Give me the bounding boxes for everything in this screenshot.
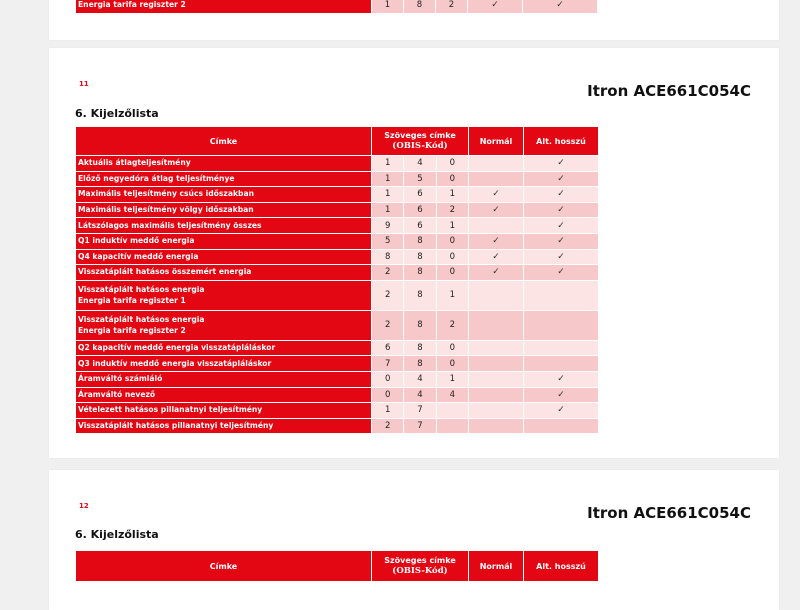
alt-check xyxy=(524,419,598,434)
obis-b: 8 xyxy=(404,356,435,371)
alt-check: ✓ xyxy=(524,250,598,265)
row-label-line1: Maximális teljesítmény csúcs időszakban xyxy=(78,189,254,199)
table-row xyxy=(76,265,598,280)
obis-b: 8 xyxy=(404,0,435,13)
obis-c xyxy=(437,419,468,434)
obis-a: 7 xyxy=(372,356,403,371)
row-label xyxy=(76,265,371,280)
row-label-line1: Visszatáplált hatásos energia xyxy=(78,315,205,325)
obis-b: 5 xyxy=(404,172,435,187)
table-row xyxy=(76,403,598,418)
header-obis-sub: (OBIS-Kód) xyxy=(392,566,448,576)
row-label-line1: Q1 induktív meddő energia xyxy=(78,236,195,246)
alt-check: ✓ xyxy=(524,156,598,171)
table-row xyxy=(76,0,597,13)
obis-b: 8 xyxy=(404,341,435,356)
table-header-row xyxy=(76,127,598,155)
row-label xyxy=(76,218,371,233)
previous-page-table xyxy=(75,0,598,14)
header-obis xyxy=(372,551,468,581)
normal-check xyxy=(469,311,523,340)
header-obis-title: Szöveges címke xyxy=(384,556,456,565)
table-row xyxy=(76,250,598,265)
table-row xyxy=(76,388,598,403)
row-label xyxy=(76,281,371,310)
obis-a: 1 xyxy=(372,156,403,171)
obis-c: 0 xyxy=(437,356,468,371)
row-label-line1: Q2 kapacitív meddő energia visszatápláláskor xyxy=(78,343,276,353)
alt-check: ✓ xyxy=(524,388,598,403)
obis-c: 4 xyxy=(437,388,468,403)
page-number: 12 xyxy=(79,502,89,510)
row-label-line1: Áramváltó számláló xyxy=(78,374,163,384)
alt-check: ✓ xyxy=(523,0,597,13)
table-row xyxy=(76,372,598,387)
row-label: Energia tarifa regiszter 2 xyxy=(76,0,371,13)
normal-check xyxy=(469,341,523,356)
table-row xyxy=(76,281,598,310)
alt-check: ✓ xyxy=(524,265,598,280)
normal-check: ✓ xyxy=(469,187,523,202)
obis-b: 6 xyxy=(404,187,435,202)
normal-check xyxy=(469,356,523,371)
table-row xyxy=(76,234,598,249)
obis-b: 7 xyxy=(404,403,435,418)
row-label-line1: Q3 induktív meddő energia visszatápláláskor xyxy=(78,358,272,368)
table-header-row xyxy=(76,551,598,581)
alt-check: ✓ xyxy=(524,234,598,249)
normal-check xyxy=(469,388,523,403)
row-label-line1: Maximális teljesítmény völgy időszakban xyxy=(78,205,254,215)
obis-c xyxy=(437,403,468,418)
table-row xyxy=(76,218,598,233)
header-obis-sub: (OBIS-Kód) xyxy=(392,141,448,151)
obis-c: 0 xyxy=(437,265,468,280)
obis-c: 1 xyxy=(437,372,468,387)
row-label-line2: Energia tarifa regiszter 2 xyxy=(78,326,186,336)
obis-a: 2 xyxy=(372,419,403,434)
obis-a: 1 xyxy=(372,187,403,202)
document-title: Itron ACE661C054C xyxy=(587,82,751,100)
alt-check xyxy=(524,311,598,340)
display-list-table xyxy=(75,126,599,434)
normal-check xyxy=(469,372,523,387)
obis-c: 1 xyxy=(437,187,468,202)
obis-a: 1 xyxy=(372,403,403,418)
normal-check xyxy=(469,218,523,233)
row-label-line1: Vételezett hatásos pillanatnyi teljesítmény xyxy=(78,405,263,415)
obis-a: 1 xyxy=(372,0,403,13)
obis-a: 8 xyxy=(372,250,403,265)
alt-check: ✓ xyxy=(524,187,598,202)
normal-check xyxy=(469,403,523,418)
header-normal: Normál xyxy=(469,127,523,155)
obis-b: 8 xyxy=(404,265,435,280)
header-alt: Alt. hosszú xyxy=(524,551,598,581)
row-label-line1: Visszatáplált hatásos összemért energia xyxy=(78,267,252,277)
obis-a: 1 xyxy=(372,172,403,187)
obis-b: 4 xyxy=(404,388,435,403)
document-title: Itron ACE661C054C xyxy=(587,504,751,522)
obis-b: 8 xyxy=(404,234,435,249)
obis-b: 8 xyxy=(404,311,435,340)
normal-check xyxy=(469,156,523,171)
alt-check xyxy=(524,341,598,356)
obis-a: 9 xyxy=(372,218,403,233)
obis-b: 7 xyxy=(404,419,435,434)
obis-a: 2 xyxy=(372,265,403,280)
page-11 xyxy=(49,48,779,458)
alt-check: ✓ xyxy=(524,403,598,418)
normal-check xyxy=(469,419,523,434)
obis-a: 1 xyxy=(372,203,403,218)
header-obis-title: Szöveges címke xyxy=(384,131,456,140)
obis-a: 5 xyxy=(372,234,403,249)
obis-c: 0 xyxy=(437,341,468,356)
obis-b: 6 xyxy=(404,218,435,233)
row-label-line1: Aktuális átlagteljesítmény xyxy=(78,158,191,168)
row-label xyxy=(76,172,371,187)
normal-check: ✓ xyxy=(469,203,523,218)
row-label xyxy=(76,341,371,356)
section-title: 6. Kijelzőlista xyxy=(75,528,159,541)
row-label xyxy=(76,356,371,371)
obis-b: 4 xyxy=(404,372,435,387)
normal-check: ✓ xyxy=(469,265,523,280)
obis-a: 2 xyxy=(372,281,403,310)
table-row xyxy=(76,356,598,371)
page-12 xyxy=(49,470,779,610)
obis-b: 6 xyxy=(404,203,435,218)
obis-b: 4 xyxy=(404,156,435,171)
previous-page xyxy=(49,0,779,40)
row-label-line1: Előző negyedóra átlag teljesítménye xyxy=(78,173,235,183)
row-label xyxy=(76,403,371,418)
table-row xyxy=(76,203,598,218)
obis-a: 0 xyxy=(372,388,403,403)
table-row xyxy=(76,172,598,187)
obis-c: 1 xyxy=(437,218,468,233)
row-label xyxy=(76,203,371,218)
obis-c: 0 xyxy=(437,156,468,171)
header-obis xyxy=(372,127,468,155)
header-alt: Alt. hosszú xyxy=(524,127,598,155)
section-title: 6. Kijelzőlista xyxy=(75,107,159,120)
obis-c: 2 xyxy=(436,0,467,13)
normal-check: ✓ xyxy=(469,234,523,249)
obis-b: 8 xyxy=(404,281,435,310)
row-label-line1: Visszatáplált hatásos energia xyxy=(78,285,205,295)
obis-a: 0 xyxy=(372,372,403,387)
normal-check: ✓ xyxy=(468,0,522,13)
table-row xyxy=(76,311,598,340)
table-row xyxy=(76,419,598,434)
row-label xyxy=(76,311,371,340)
row-label-line1: Q4 kapacitív meddő energia xyxy=(78,251,199,261)
row-label xyxy=(76,250,371,265)
normal-check: ✓ xyxy=(469,250,523,265)
row-label xyxy=(76,372,371,387)
row-label xyxy=(76,156,371,171)
row-label xyxy=(76,234,371,249)
alt-check: ✓ xyxy=(524,372,598,387)
obis-b: 8 xyxy=(404,250,435,265)
alt-check: ✓ xyxy=(524,172,598,187)
table-row xyxy=(76,341,598,356)
obis-c: 0 xyxy=(437,250,468,265)
table-row xyxy=(76,156,598,171)
row-label-line1: Visszatáplált hatásos pillanatnyi teljesítmény xyxy=(78,421,274,431)
alt-check xyxy=(524,281,598,310)
obis-c: 1 xyxy=(437,281,468,310)
row-label-line1: Áramváltó nevező xyxy=(78,389,156,399)
alt-check xyxy=(524,356,598,371)
obis-a: 6 xyxy=(372,341,403,356)
obis-a: 2 xyxy=(372,311,403,340)
display-list-table xyxy=(75,550,599,582)
alt-check: ✓ xyxy=(524,218,598,233)
header-cimke: Címke xyxy=(76,127,371,155)
row-label-line2: Energia tarifa regiszter 1 xyxy=(78,296,186,306)
obis-c: 2 xyxy=(437,311,468,340)
obis-c: 2 xyxy=(437,203,468,218)
normal-check xyxy=(469,281,523,310)
page-number: 11 xyxy=(79,80,89,88)
obis-c: 0 xyxy=(437,172,468,187)
table-row xyxy=(76,187,598,202)
row-label xyxy=(76,388,371,403)
obis-c: 0 xyxy=(437,234,468,249)
header-normal: Normál xyxy=(469,551,523,581)
header-cimke: Címke xyxy=(76,551,371,581)
alt-check: ✓ xyxy=(524,203,598,218)
row-label xyxy=(76,419,371,434)
row-label xyxy=(76,187,371,202)
normal-check xyxy=(469,172,523,187)
row-label-line1: Látszólagos maximális teljesítmény összes xyxy=(78,220,262,230)
